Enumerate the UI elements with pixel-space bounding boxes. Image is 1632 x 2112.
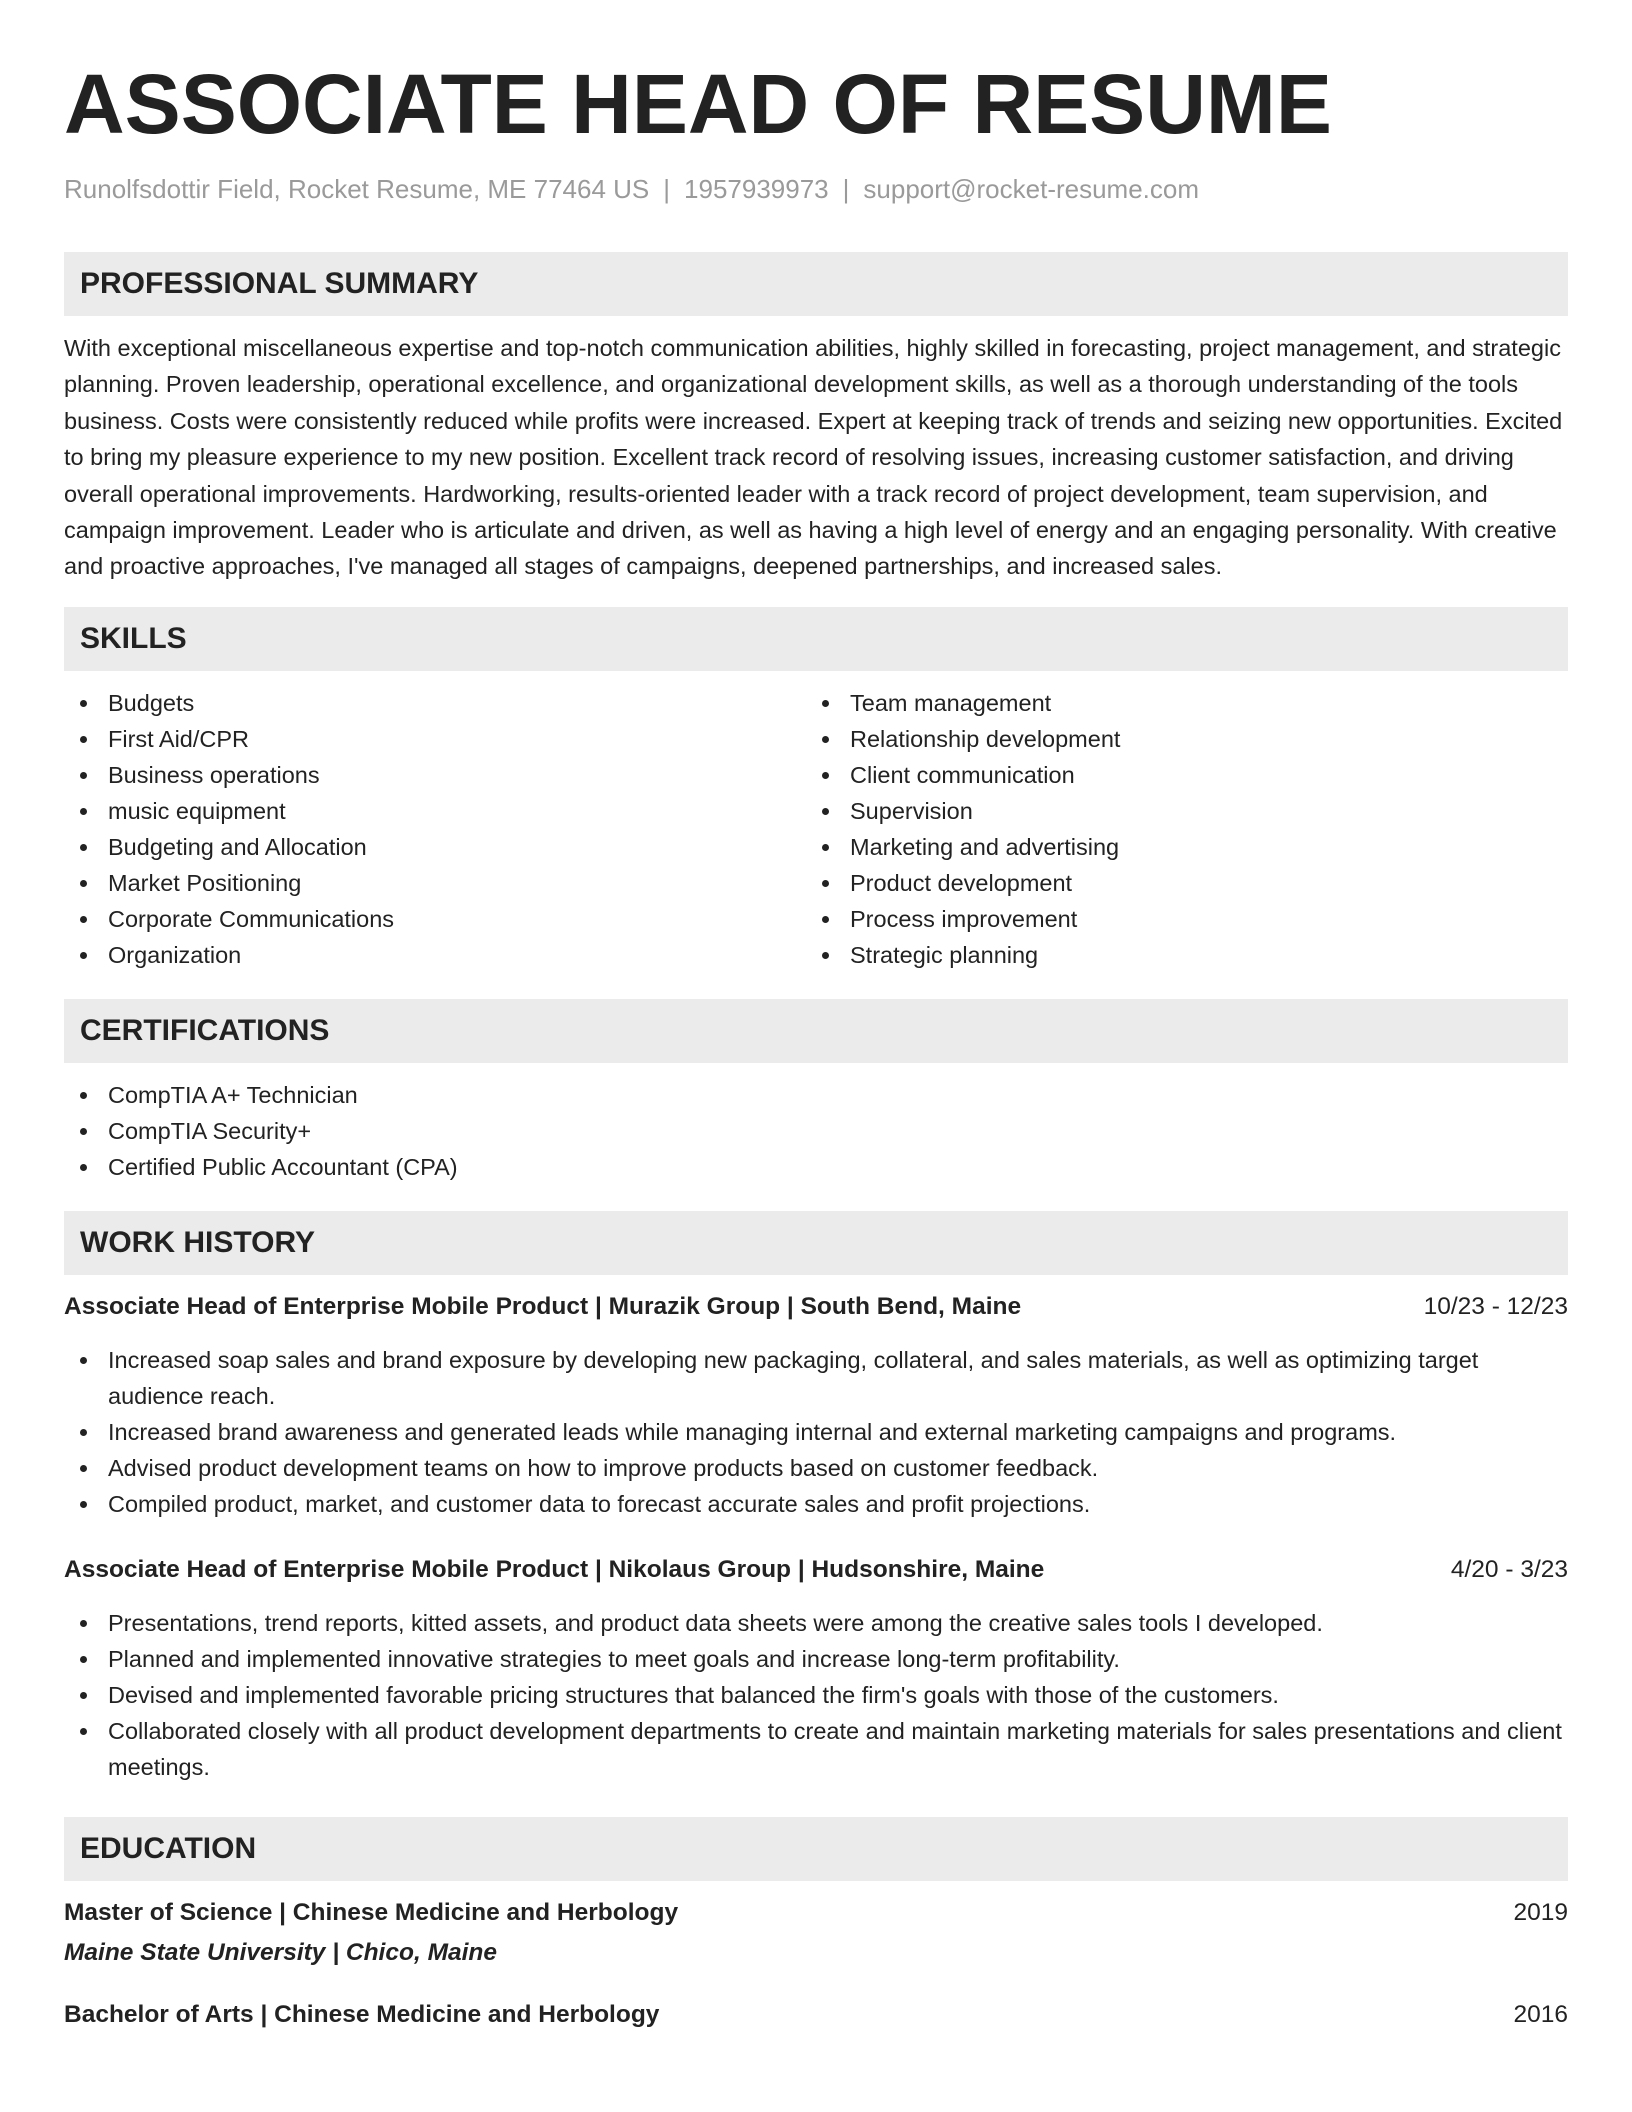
skill-item: Product development bbox=[806, 865, 1548, 901]
job-bullet: Devised and implemented favorable pricing structures that balanced the firm's goals with those of the customers. bbox=[64, 1677, 1568, 1713]
job-bullet: Presentations, trend reports, kitted assets, and product data sheets were among the creative sales tools I developed. bbox=[64, 1605, 1568, 1641]
section-header-education: EDUCATION bbox=[64, 1817, 1568, 1881]
section-header-certifications: CERTIFICATIONS bbox=[64, 999, 1568, 1063]
certification-item: CompTIA A+ Technician bbox=[64, 1077, 1568, 1113]
job-bullets bbox=[64, 1605, 1568, 1785]
skill-item: Corporate Communications bbox=[64, 901, 806, 937]
skill-item: Budgeting and Allocation bbox=[64, 829, 806, 865]
contact-line bbox=[64, 172, 1568, 206]
job-entry bbox=[64, 1552, 1568, 1785]
summary-text: With exceptional miscellaneous expertise and top-notch communication abilities, highly skilled in forecasting, project management, and strategic planning. Proven leadership, operational excellence, and organizational development skills, as well as a thorough understanding of the tools business. Costs were consistently reduced while profits were increased. Expert at keeping track of trends and seizing new opportunities. Excited to bring my pleasure experience to my new position. Excellent track record of resolving issues, increasing customer satisfaction, and driving overall operational improvements. Hardworking, results-oriented leader with a track record of project development, team supervision, and campaign improvement. Leader who is articulate and driven, as well as having a high level of energy and an engaging personality. With creative and proactive approaches, I've managed all stages of campaigns, deepened partnerships, and increased sales. bbox=[64, 335, 1563, 580]
contact-address: Runolfsdottir Field, Rocket Resume, ME 77464 US bbox=[64, 174, 650, 204]
skill-item: Marketing and advertising bbox=[806, 829, 1548, 865]
certifications-list bbox=[64, 1077, 1568, 1185]
job-entry bbox=[64, 1289, 1568, 1522]
education-year: 2019 bbox=[1513, 1898, 1568, 1926]
section-header-summary: PROFESSIONAL SUMMARY bbox=[64, 252, 1568, 316]
certification-item: Certified Public Accountant (CPA) bbox=[64, 1149, 1568, 1185]
skill-item: Supervision bbox=[806, 793, 1548, 829]
skills-column-right bbox=[806, 685, 1548, 973]
education-heading-row bbox=[64, 1895, 1568, 1931]
education-school: Maine State University | Chico, Maine bbox=[64, 1938, 497, 1966]
education-year: 2016 bbox=[1513, 2000, 1568, 2028]
education-heading-row bbox=[64, 1997, 1568, 2033]
skill-item: Market Positioning bbox=[64, 865, 806, 901]
job-bullet: Collaborated closely with all product development departments to create and maintain marketing materials for sales presentations and client meetings. bbox=[64, 1713, 1568, 1785]
certification-item: CompTIA Security+ bbox=[64, 1113, 1568, 1149]
job-heading-row bbox=[64, 1552, 1568, 1588]
job-dates: 10/23 - 12/23 bbox=[1423, 1292, 1568, 1320]
contact-phone: 1957939973 bbox=[684, 174, 829, 204]
education-entry bbox=[64, 1895, 1568, 1971]
skill-item: Relationship development bbox=[806, 721, 1548, 757]
job-title: Associate Head of Enterprise Mobile Product | Nikolaus Group | Hudsonshire, Maine bbox=[64, 1555, 1045, 1583]
contact-separator: | bbox=[842, 174, 850, 204]
skills-grid bbox=[64, 685, 1568, 973]
job-bullet: Increased soap sales and brand exposure by developing new packaging, collateral, and sales materials, as well as optimizing target audience reach. bbox=[64, 1342, 1568, 1414]
job-bullet: Compiled product, market, and customer data to forecast accurate sales and profit projections. bbox=[64, 1486, 1568, 1522]
skills-column-left bbox=[64, 685, 806, 973]
skill-item: Process improvement bbox=[806, 901, 1548, 937]
job-bullet: Advised product development teams on how to improve products based on customer feedback. bbox=[64, 1450, 1568, 1486]
skill-item: Business operations bbox=[64, 757, 806, 793]
skill-item: Organization bbox=[64, 937, 806, 973]
skill-item: Budgets bbox=[64, 685, 806, 721]
skill-item: Client communication bbox=[806, 757, 1548, 793]
job-bullets bbox=[64, 1342, 1568, 1522]
contact-email: support@rocket-resume.com bbox=[863, 174, 1200, 204]
section-header-skills: SKILLS bbox=[64, 607, 1568, 671]
skill-item: First Aid/CPR bbox=[64, 721, 806, 757]
skill-item: Strategic planning bbox=[806, 937, 1548, 973]
section-header-work-history: WORK HISTORY bbox=[64, 1211, 1568, 1275]
job-dates: 4/20 - 3/23 bbox=[1450, 1555, 1568, 1583]
resume-name: ASSOCIATE HEAD OF RESUME bbox=[64, 57, 1332, 151]
resume-page bbox=[64, 0, 1568, 2033]
job-bullet: Planned and implemented innovative strategies to meet goals and increase long-term profitability. bbox=[64, 1641, 1568, 1677]
job-bullet: Increased brand awareness and generated leads while managing internal and external marketing campaigns and programs. bbox=[64, 1414, 1568, 1450]
skill-item: music equipment bbox=[64, 793, 806, 829]
education-degree: Bachelor of Arts | Chinese Medicine and Herbology bbox=[64, 2000, 660, 2028]
education-degree: Master of Science | Chinese Medicine and Herbology bbox=[64, 1898, 679, 1926]
job-heading-row bbox=[64, 1289, 1568, 1325]
skill-item: Team management bbox=[806, 685, 1548, 721]
contact-separator: | bbox=[663, 174, 671, 204]
job-title: Associate Head of Enterprise Mobile Product | Murazik Group | South Bend, Maine bbox=[64, 1292, 1022, 1320]
education-entry bbox=[64, 1997, 1568, 2033]
